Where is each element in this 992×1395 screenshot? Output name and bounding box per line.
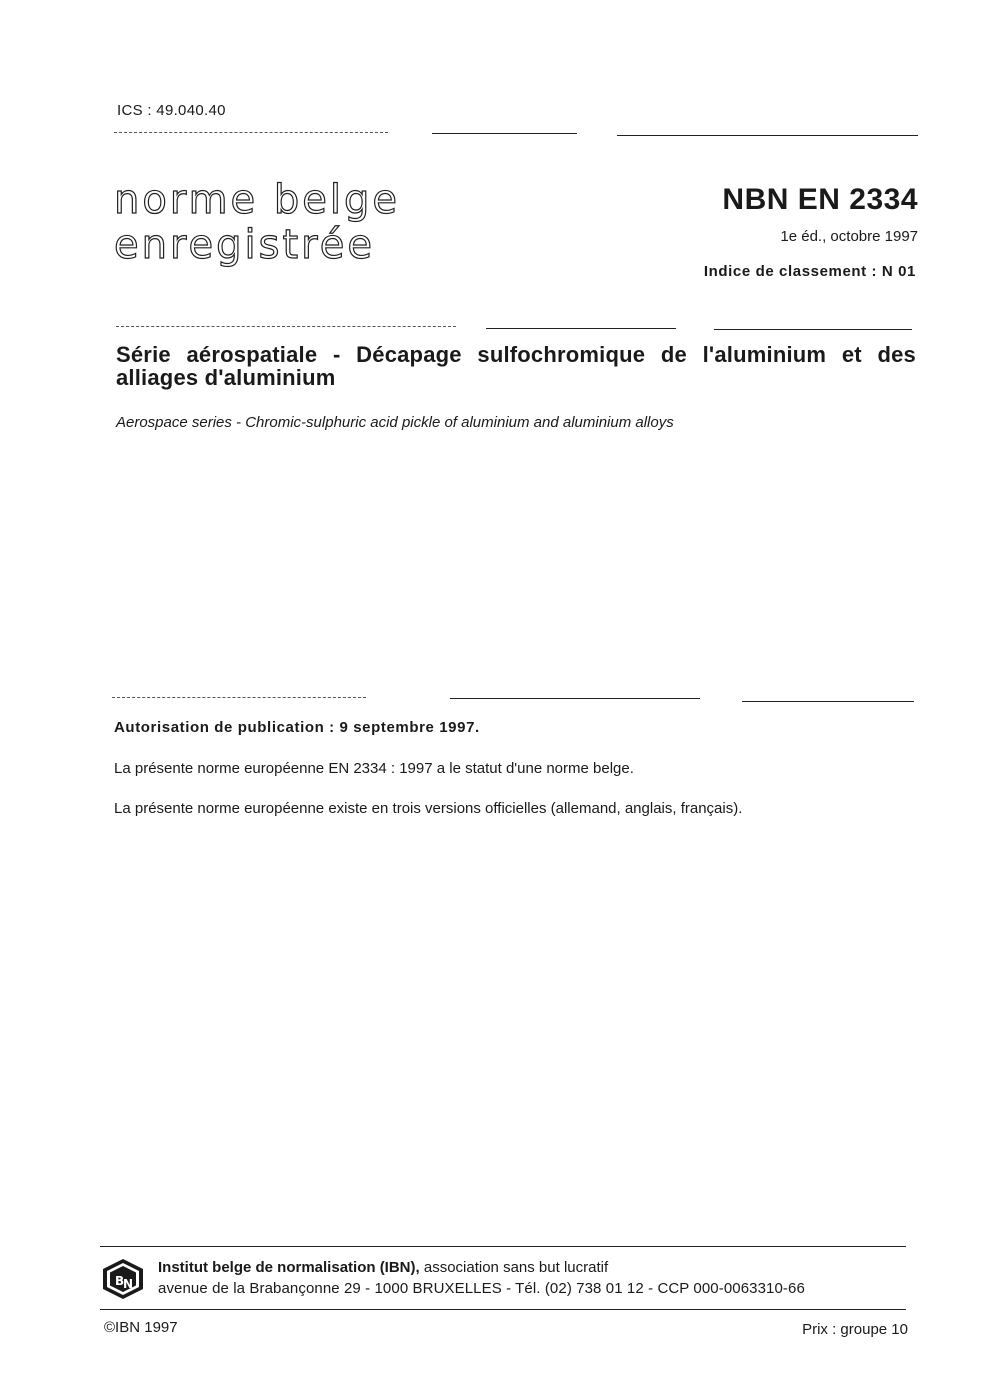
status-statement: La présente norme européenne EN 2334 : 1997 a le statut d'une norme belge.	[114, 760, 634, 777]
top-rule-right	[617, 135, 918, 136]
footer-rule-bottom	[100, 1309, 906, 1310]
institute-description: association sans but lucratif	[419, 1259, 609, 1276]
classification-index: Indice de classement : N 01	[703, 263, 916, 280]
norme-belge-heading: norme belge	[114, 177, 400, 223]
institute-address: avenue de la Brabançonne 29 - 1000 BRUXELLES - Tél. (02) 738 01 12 - CCP 000-0063310-66	[158, 1280, 805, 1297]
publication-authorisation: Autorisation de publication : 9 septembre 1997.	[114, 719, 480, 736]
institute-line	[158, 1259, 608, 1276]
pub-rule-middle	[450, 698, 700, 699]
top-rule-middle	[432, 133, 577, 134]
title-rule-middle	[486, 328, 676, 329]
svg-text:B: B	[115, 1274, 125, 1288]
top-rule-left	[114, 132, 388, 133]
price-group: Prix : groupe 10	[802, 1321, 908, 1338]
standard-number: NBN EN 2334	[722, 183, 918, 216]
enregistree-heading: enregistrée	[114, 222, 375, 268]
title-french: Série aérospatiale - Décapage sulfochromique de l'aluminium et des alliages d'aluminium	[116, 342, 916, 390]
footer-rule	[100, 1246, 906, 1247]
edition-date: 1e éd., octobre 1997	[780, 228, 918, 245]
ibn-logo-icon	[102, 1258, 144, 1300]
ics-code: ICS : 49.040.40	[117, 102, 226, 119]
institute-name: Institut belge de normalisation (IBN),	[158, 1259, 420, 1276]
pub-rule-right	[742, 701, 914, 702]
title-rule-right	[714, 329, 912, 330]
versions-statement: La présente norme européenne existe en trois versions officielles (allemand, anglais, français).	[114, 800, 743, 817]
title-rule-left	[116, 326, 456, 327]
title-english: Aerospace series - Chromic-sulphuric acid pickle of aluminium and aluminium alloys	[116, 414, 674, 431]
copyright: ©IBN 1997	[104, 1319, 178, 1336]
svg-text:N: N	[123, 1277, 134, 1291]
pub-rule-left	[112, 697, 366, 698]
